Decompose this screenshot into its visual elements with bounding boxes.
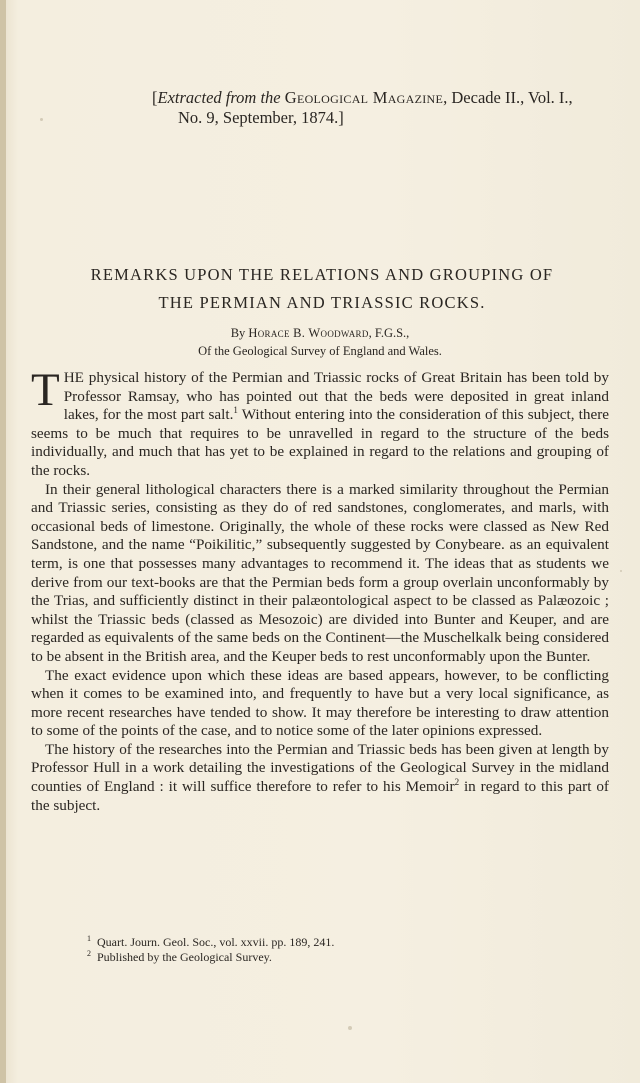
citation-volume: , Decade II., Vol. I., (443, 88, 573, 107)
paragraph-4-text-a: The history of the researches into the Permian and Triassic beds has been given at length by Professor Hull in a work detailing the investigations of the Geological Survey in the midland counties of England : it will suffice therefore to refer to his Memoir (31, 740, 609, 796)
footnotes (87, 935, 587, 965)
footnote-ref-2[interactable]: 2 (454, 777, 460, 787)
footnote-text: Quart. Journ. Geol. Soc., vol. xxvii. pp. 189, 241. (97, 935, 335, 949)
footnote-mark: 1 (87, 934, 91, 943)
footnote-2 (87, 950, 587, 965)
paragraph-4-text-b: in regard to this part of the subject. (31, 778, 609, 814)
footnote-1 (87, 935, 587, 950)
author-name: Horace B. Woodward (248, 326, 369, 340)
paragraph-1 (31, 364, 609, 481)
first-word: HE (63, 369, 84, 386)
citation-magazine-name: Geological Magazine (284, 88, 444, 107)
footnote-text: Published by the Geological Survey. (97, 950, 272, 964)
page-binding-edge (0, 0, 6, 1083)
title-line-2: THE PERMIAN AND TRIASSIC ROCKS. (158, 293, 486, 312)
extract-citation (152, 88, 572, 128)
citation-bracket: [ (152, 88, 158, 107)
paper-speck (40, 118, 43, 121)
footnote-mark: 2 (87, 949, 91, 958)
paper-speck (348, 1026, 352, 1030)
author-line (0, 324, 640, 342)
article-title (22, 261, 622, 317)
paragraph-3: The exact evidence upon which these ideas are based appears, however, to be conflicting when it comes to be examined into, and frequently to have but a very local significance, as more recent researches have tended to show. It may therefore be interesting to draw attention to some of the points of the case, and to notice some of the later opinions expressed. (31, 666, 609, 740)
author-credentials: , F.G.S., (368, 326, 410, 340)
paragraph-4 (31, 741, 609, 815)
byline (0, 324, 640, 360)
paragraph-2: In their general lithological characters there is a marked similarity throughout the Permian and Triassic series, consisting as they do of red sandstones, conglomerates, and marls, with occasional beds of limestone. Originally, the whole of these rocks were classed as New Red Sandstone, and the name “Poikilitic,” subsequently suggested by Conybeare. as an equivalent term, is one that possesses many advantages to recommend it. The ideas that as students we derive from our text-books are that the Permian beds form a group overlain unconformably by the Trias, and sufficiently distinct in their palæontological aspect to be classed as Palæozoic ; whilst the Triassic beds (classed as Mesozoic) are divided into Bunter and Keuper, and are regarded as equivalents of the same beds on the Continent—the Muschelkalk being considered to be absent in the British area, and the Keuper beds to rest unconformably upon the Bunter. (31, 480, 609, 665)
citation-line-1 (152, 88, 572, 108)
paragraph-1-text-a: physical history of the Permian and Triassic rocks of Great Britain has been told by Professor Ramsay, who has pointed out that the beds were deposited in great inland lakes, for the most part salt. (63, 369, 609, 424)
footnote-ref-1[interactable]: 1 (233, 405, 238, 416)
article-body (31, 364, 609, 815)
citation-line-2: No. 9, September, 1874.] (178, 108, 344, 127)
paragraph-1-text-b: Without entering into the consideration of this subject, there seems to be much that requires to be unravelled in regard to the structure of the beds individually, and much that has yet to be explained in regard to the relations and grouping of the rocks. (31, 406, 609, 479)
title-line-1: REMARKS UPON THE RELATIONS AND GROUPING OF (90, 265, 554, 284)
byline-by: By (230, 326, 246, 340)
author-affiliation: Of the Geological Survey of England and Wales. (198, 344, 442, 358)
citation-extracted-from: Extracted from the (157, 88, 281, 107)
drop-cap: T (31, 364, 60, 416)
paper-speck (620, 570, 622, 572)
